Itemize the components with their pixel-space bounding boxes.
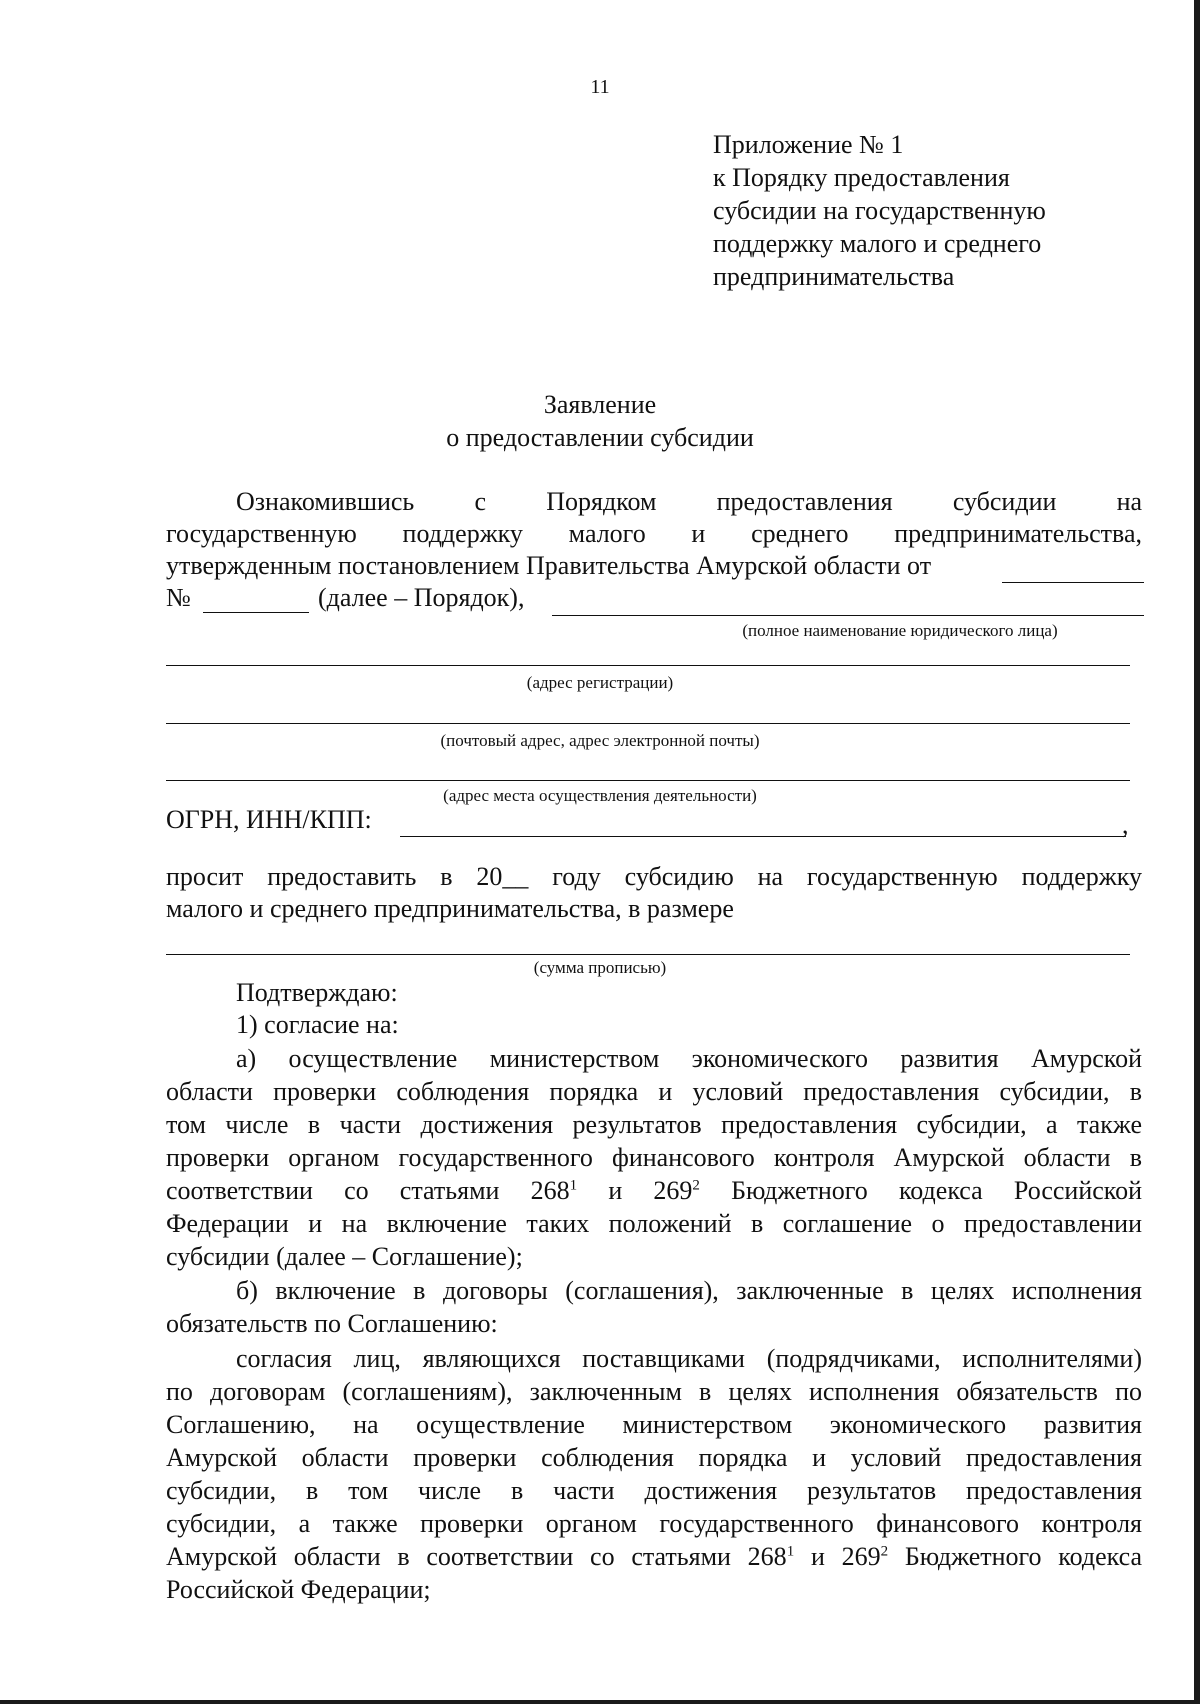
request-line-2: малого и среднего предпринимательства, в размере [166, 894, 734, 923]
word: на [1116, 487, 1143, 516]
intro-line-4 [166, 583, 1142, 613]
caption-postal: (почтовый адрес, адрес электронной почты) [440, 731, 760, 750]
para-a-line-2: области проверки соблюдения порядка и условий предоставления субсидии, в [166, 1077, 1142, 1106]
appendix-line: Приложение № 1 [713, 130, 904, 159]
word: Ознакомившись [236, 487, 415, 516]
para-c-line-8: Российской Федерации; [166, 1575, 431, 1604]
caption-activity: (адрес места осуществления деятельности) [443, 786, 757, 805]
intro-line-4-text: (далее – Порядок), [318, 583, 525, 612]
para-c-line-4: Амурской области проверки соблюдения порядка и условий предоставления [166, 1443, 1142, 1472]
text-run: и 269 [608, 1176, 693, 1205]
ogrn-fill-line [400, 836, 1126, 837]
para-a-line-7: субсидии (далее – Соглашение); [166, 1242, 523, 1271]
para-a-line-6: Федерации и на включение таких положений в соглашение о предоставлении [166, 1209, 1142, 1238]
legal-name-fill-line [552, 615, 1144, 616]
ogrn-label: ОГРН, ИНН/КПП: [166, 805, 372, 834]
word: Порядком [546, 487, 657, 516]
scan-edge-bottom [0, 1700, 1200, 1704]
text-run: и 269 [810, 1542, 881, 1571]
para-b-line-2: обязательств по Соглашению: [166, 1309, 498, 1338]
superscript: 2 [692, 1177, 700, 1194]
para-a-line-3: том числе в части достижения результатов предоставления субсидии, а также [166, 1110, 1142, 1139]
appendix-line: субсидии на государственную [713, 196, 1046, 225]
ogrn-comma: , [1122, 810, 1129, 839]
appendix-block [713, 128, 1046, 293]
para-c-line-3: Соглашению, на осуществление министерством экономического развития [166, 1410, 1142, 1439]
para-c-line-6: субсидии, а также проверки органом государственного финансового контроля [166, 1509, 1142, 1538]
document-subtitle: о предоставлении субсидии [446, 423, 754, 452]
appendix-line: поддержку малого и среднего [713, 229, 1042, 258]
text-run: соответствии со статьями 268 [166, 1176, 570, 1205]
confirm-item-1: 1) согласие на: [236, 1010, 399, 1039]
document-title: Заявление [543, 390, 657, 419]
word: с [474, 487, 487, 516]
para-c-line-7 [166, 1542, 1142, 1572]
para-c-line-2: по договорам (соглашениям), заключенным в целях исполнения обязательств по [166, 1377, 1142, 1406]
amount-line [166, 954, 1130, 955]
caption-amount: (сумма прописью) [533, 958, 667, 977]
text-run: Амурской области в соответствии со статьями 268 [166, 1542, 787, 1571]
word: субсидии [952, 487, 1057, 516]
intro-line-3: утвержденным постановлением Правительства Амурской области от [166, 551, 932, 580]
para-b-line-1: б) включение в договоры (соглашения), заключенные в целях исполнения [236, 1276, 1142, 1305]
request-line-1: просит предоставить в 20__ году субсидию на государственную поддержку [166, 862, 1142, 891]
appendix-line: предпринимательства [713, 262, 955, 291]
text-run: Бюджетного кодекса Российской [731, 1176, 1143, 1205]
confirm-heading: Подтверждаю: [236, 978, 398, 1007]
postal-line [166, 723, 1130, 724]
scan-edge-right [1194, 0, 1200, 1704]
activity-line [166, 780, 1130, 781]
caption-legal-name: (полное наименование юридического лица) [742, 621, 1058, 640]
text-run: Бюджетного кодекса [904, 1542, 1143, 1571]
reg-address-line [166, 665, 1130, 666]
para-c-line-1: согласия лиц, являющихся поставщиками (подрядчиками, исполнителями) [236, 1344, 1142, 1373]
intro-line-2: государственную поддержку малого и среднего предпринимательства, [166, 519, 1142, 548]
para-a-line-1: а) осуществление министерством экономического развития Амурской [236, 1044, 1142, 1073]
page-number: 11 [590, 76, 610, 98]
superscript: 1 [569, 1177, 578, 1194]
word: предоставления [716, 487, 893, 516]
superscript: 2 [880, 1543, 889, 1560]
appendix-line: к Порядку предоставления [713, 163, 1010, 192]
number-sign: № [166, 583, 191, 612]
para-c-line-5: субсидии, в том числе в части достижения результатов предоставления [166, 1476, 1142, 1505]
intro-line-1 [236, 487, 1142, 517]
caption-reg-address: (адрес регистрации) [526, 673, 674, 692]
superscript: 1 [786, 1543, 795, 1560]
para-a-line-5 [166, 1176, 1142, 1206]
para-a-line-4: проверки органом государственного финансового контроля Амурской области в [166, 1143, 1142, 1172]
number-fill-line [203, 612, 309, 613]
